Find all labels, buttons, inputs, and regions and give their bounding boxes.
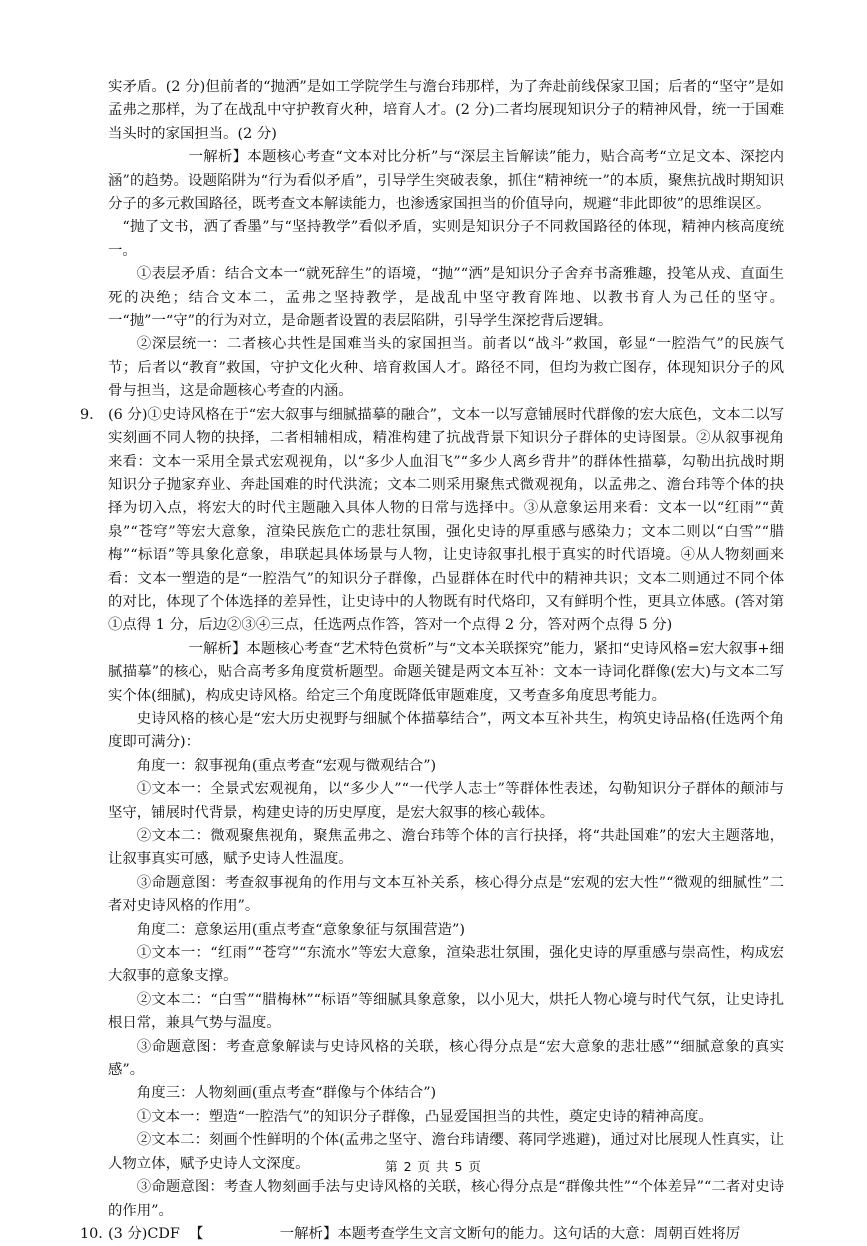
q9-answer: (6 分)①史诗风格在于“宏大叙事与细腻描摹的融合”，文本一以写意铺展时代群像的宏大底色，文本二以写实刻画不同人物的抉择，二者相辅相成，精准构建了抗战背景下知识分子群体的史诗图景。②从叙事视角来看：文本一采用全景式宏观视角，以“多少人血泪飞”“多少人离乡背井”的群体性描摹，勾勒出抗战时期知识分子抛家弃业、奔赴国难的时代洪流；文本二则采用聚焦式微观视角，以孟弗之、澹台玮等个体的抉择为切入点，将宏大的时代主题融入具体人物的日常与选择中。③从意象运用来看：文本一以“红雨”“黄泉”“苍穹”等宏大意象，渲染民族危亡的悲壮氛围，强化史诗的厚重感与感染力；文本二则以“白雪”“腊梅”“标语”等具象化意象，串联起具体场景与人物，让史诗叙事扎根于真实的时代语境。④从人物刻画来看：文本一塑造的是“一腔浩气”的知识分子群像，凸显群体在时代中的精神共识；文本二则通过不同个体的对比，体现了个体选择的差异性，让史诗中的人物既有时代烙印，又有鲜明个性，更具立体感。(答对第①点得 1 分，后边②③④三点，任选两点作答，答对一个点得 2 分，答对两个点得 5 分): [108, 406, 784, 634]
q9-angle-1-heading: 角度一：叙事视角(重点考查“宏观与微观结合”): [136, 757, 437, 774]
q10-bracket: 【: [189, 1225, 204, 1242]
q9-angle-1-item-3: ③命题意图：考查叙事视角的作用与文本互补关系，核心得分点是“宏观的宏大性”“微观的细腻性”二者对史诗风格的作用”。: [108, 874, 784, 915]
q9-angle-3-heading: 角度三：人物刻画(重点考查“群像与个体结合”): [136, 1085, 437, 1102]
q9-answer-block: [80, 404, 784, 638]
q8-analysis: 一解析】本题核心考查“文本对比分析”与“深层主旨解读”能力，贴合高考“立足文本、深挖内涵”的趋势。设题陷阱为“行为看似矛盾”，引导学生突破表象，抓住“精神统一”的本质，聚焦抗战时期知识分子的多元救国路径，既考查文本解读能力，也渗透家国担当的价值导向，规避“非此即彼”的思维误区。: [108, 149, 784, 213]
q9-angle-3-item-2: ②文本二：刻画个性鲜明的个体(孟弗之坚守、澹台玮请缨、蒋同学逃避)，通过对比展现人性真实，让人物立体，赋予史诗人文深度。: [108, 1132, 784, 1172]
page-footer: 第 2 页 共 5 页: [385, 1159, 482, 1174]
q8-answer-continued: 实矛盾。(2 分)但前者的“抛洒”是如工学院学生与澹台玮那样，为了奔赴前线保家卫国；后者的“坚守”是如孟弗之那样，为了在战乱中守护教育火种，培育人才。(2 分)二者均展现知识分子的精神风骨，统一于国难当头时的家国担当。(2 分): [108, 79, 784, 142]
q9-angle-3-item-3: ③命题意图：考查人物刻画手法与史诗风格的关联，核心得分点是“群像共性”“个体差异”“二者对史诗的作用”。: [108, 1179, 784, 1219]
q10-answer-line: [108, 1223, 784, 1246]
q9-angle-2-heading: 角度二：意象运用(重点考查“意象象征与氛围营造”): [136, 921, 465, 938]
q8-lead: “抛了文书，洒了香墨”与“坚持教学”看似矛盾，实则是知识分子不同救国路径的体现，精神内核高度统一。: [108, 219, 784, 259]
q10-answer-block: [80, 1223, 784, 1246]
q9-angle-2-item-3: ③命题意图：考查意象解读与史诗风格的关联，核心得分点是“宏大意象的悲壮感”“细腻意象的真实感”。: [108, 1038, 784, 1079]
q10-analysis: 一解析】本题考查学生文言文断句的能力。这句话的大意：周朝百姓将厉: [279, 1225, 741, 1242]
q9-angle-1-item-1: ①文本一：全景式宏观视角，以“多少人”“一代学人志士”等群体性表述，勾勒知识分子群体的颠沛与坚守，铺展时代背景，构建史诗的历史厚度，是宏大叙事的核心载体。: [108, 781, 784, 821]
q10-number: 10.: [80, 1225, 103, 1242]
q9-angle-2-item-1: ①文本一：“红雨”“苍穹”“东流水”等宏大意象，渲染悲壮氛围，强化史诗的厚重感与崇高性，构成宏大叙事的意象支撑。: [108, 945, 784, 985]
answer-column: [80, 76, 784, 1246]
q9-number: 9.: [80, 406, 94, 423]
q10-answer: (3 分)CDF: [108, 1225, 180, 1242]
q9-core: 史诗风格的核心是“宏大历史视野与细腻个体描摹结合”，两文本互补共生，构筑史诗品格(任选两个角度即可满分)：: [108, 710, 784, 751]
q9-angle-2-item-2: ②文本二：“白雪”“腊梅林”“标语”等细腻具象意象，以小见大，烘托人物心境与时代气氛，让史诗扎根日常，兼具气势与温度。: [108, 991, 784, 1032]
q8-point-2: ②深层统一：二者核心共性是国难当头的家国担当。前者以“战斗”救国，彰显“一腔浩气”的民族气节；后者以“教育”救国，守护文化火种、培育救国人才。路径不同，但均为救亡图存，体现知识分子的风骨与担当，这是命题核心考查的内涵。: [108, 336, 784, 400]
q9-analysis: 一解析】本题核心考查“艺术特色赏析”与“文本关联探究”能力，紧扣“史诗风格=宏大叙事+细腻描摹”的核心，贴合高考多角度赏析题型。命题关键是两文本互补：文本一诗词化群像(宏大)与文本二写实个体(细腻)，构成史诗风格。给定三个角度既降低审题难度，又考查多角度思考能力。: [108, 640, 784, 704]
q8-point-1: ①表层矛盾：结合文本一“就死辞生”的语境，“抛”“洒”是知识分子舍弃书斋雅趣，投笔从戎、直面生死的决绝；结合文本二，孟弗之坚持教学，是战乱中坚守教育阵地、以教书育人为己任的坚守。一“抛”一“守”的行为对立，是命题者设置的表层陷阱，引导学生深挖背后逻辑。: [108, 266, 784, 330]
q9-angle-3-item-1: ①文本一：塑造“一腔浩气”的知识分子群像，凸显爱国担当的共性，奠定史诗的精神高度。: [136, 1108, 713, 1125]
q9-angle-1-item-2: ②文本二：微观聚焦视角，聚焦孟弗之、澹台玮等个体的言行抉择，将“共赴国难”的宏大主题落地，让叙事真实可感，赋予史诗人性温度。: [108, 828, 784, 868]
